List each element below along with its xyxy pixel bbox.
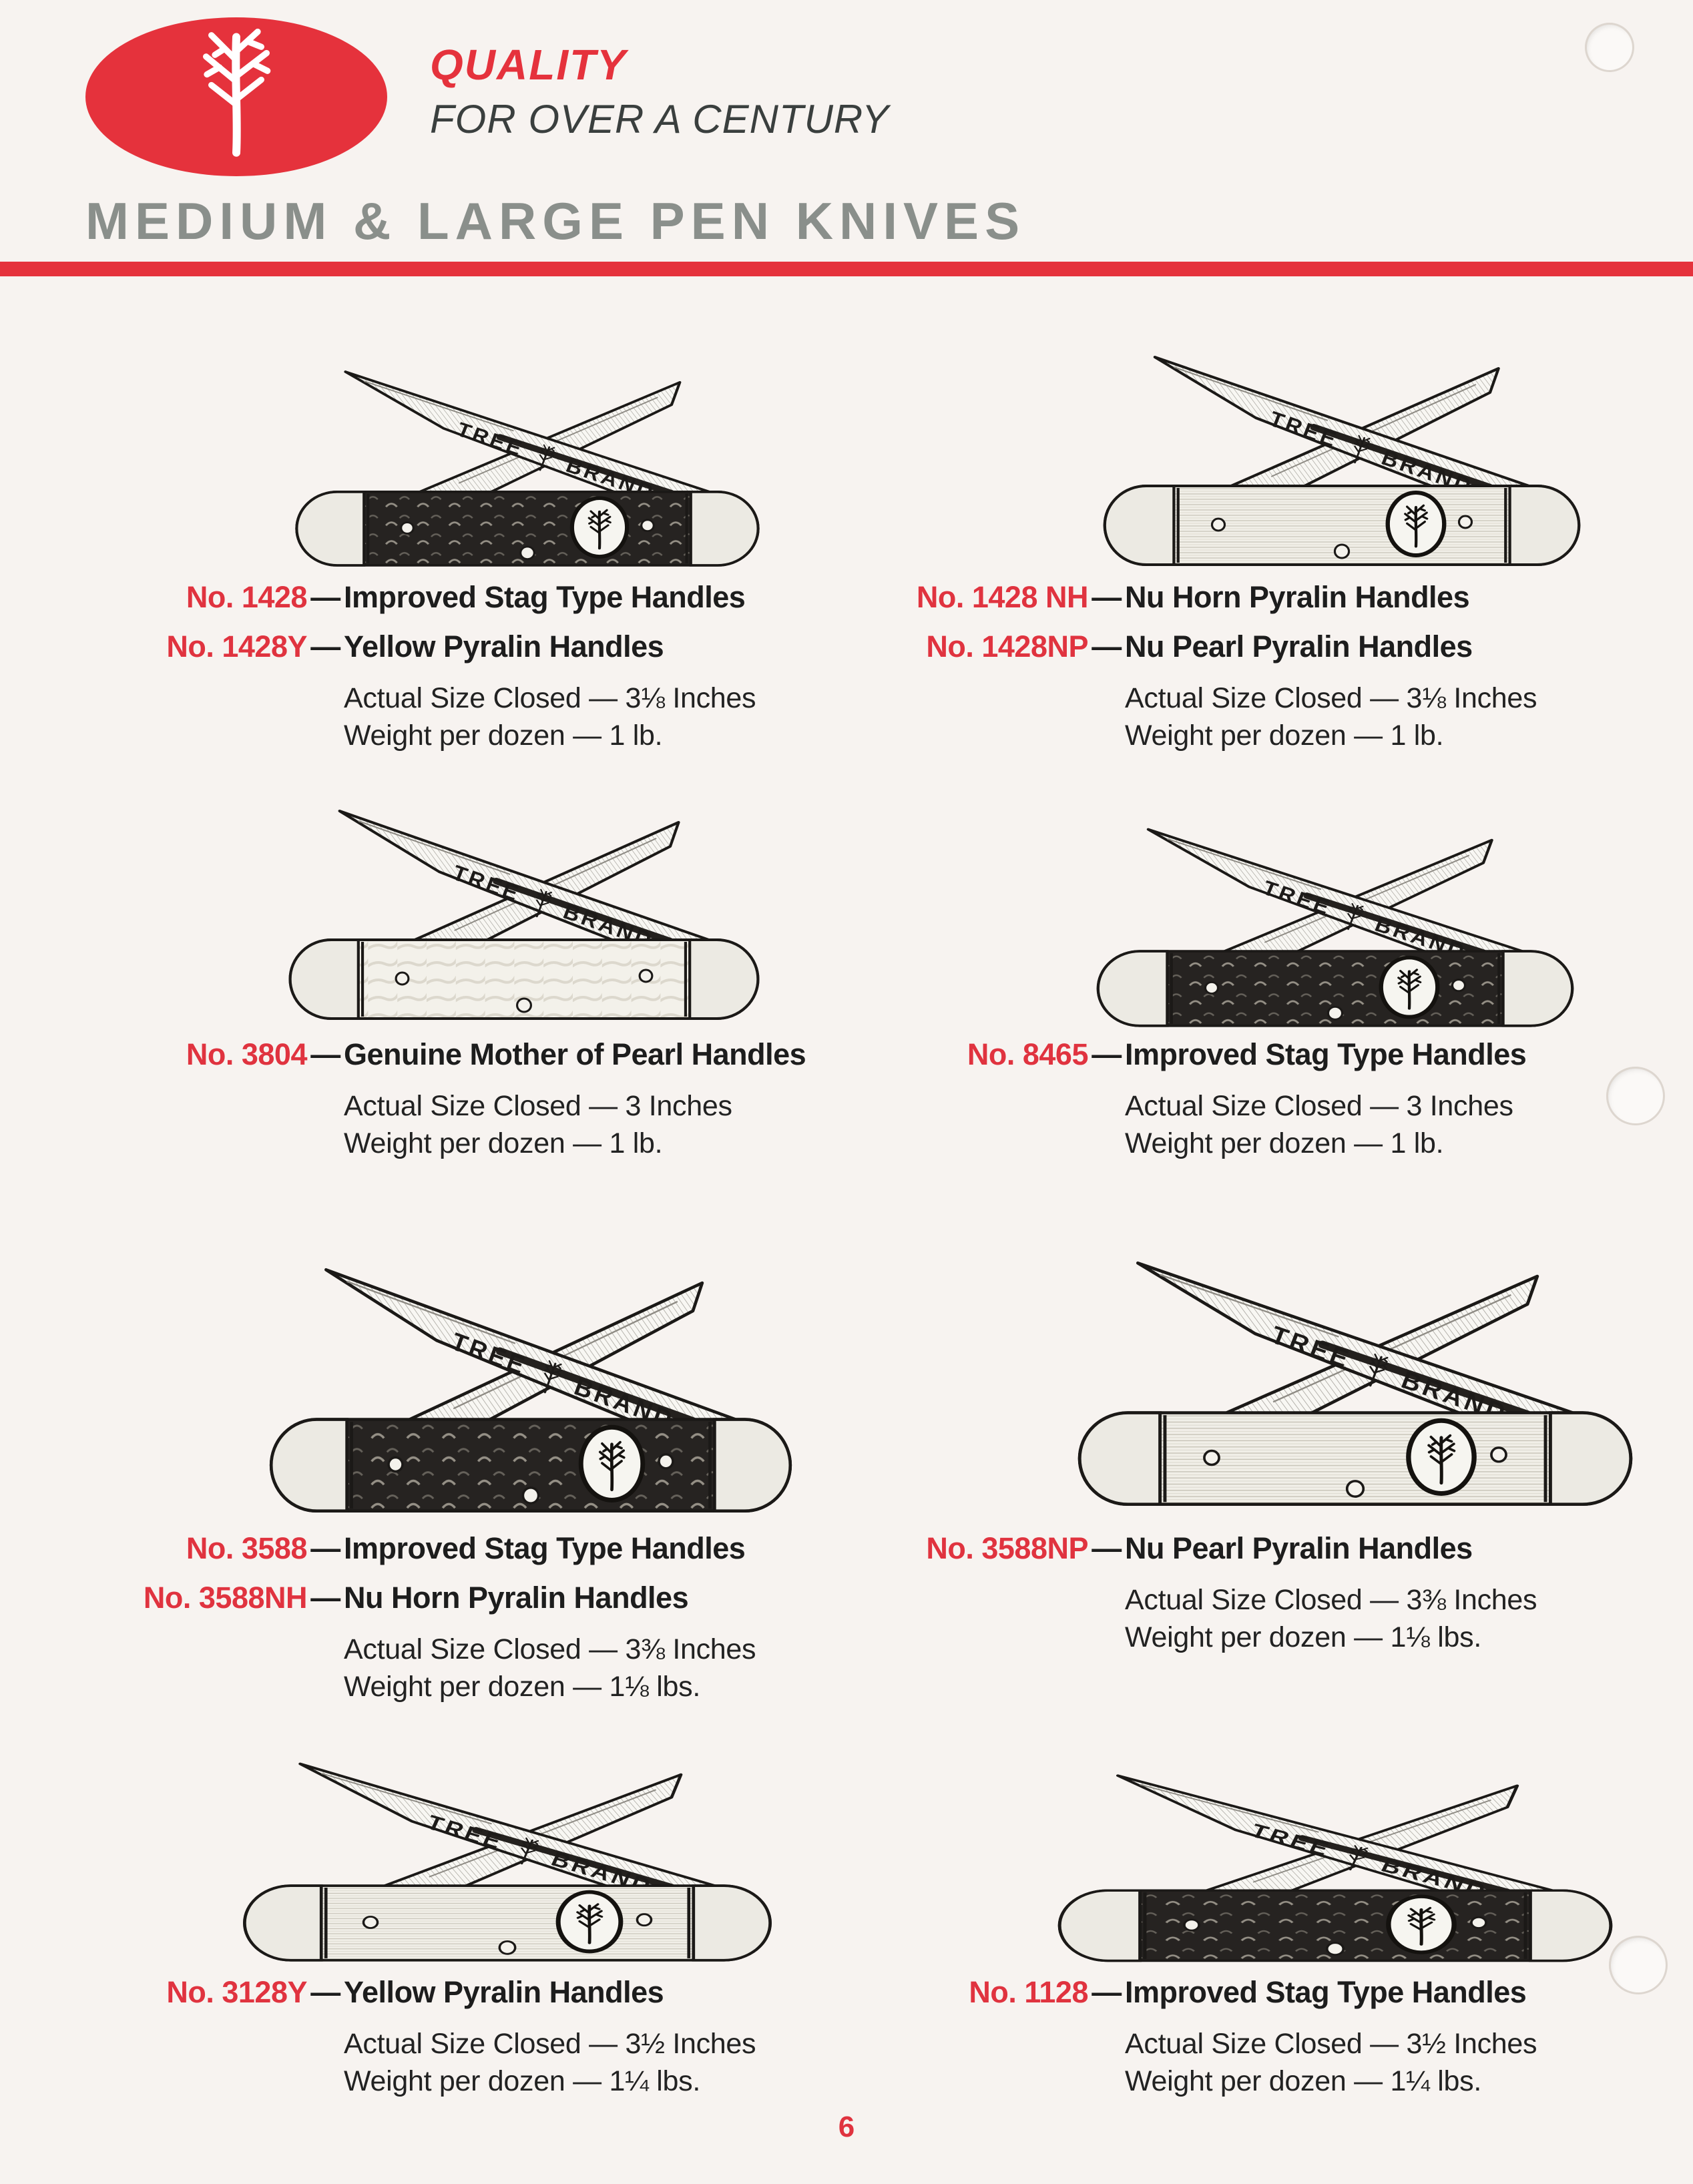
product-name: Improved Stag Type Handles: [1125, 1975, 1527, 2009]
product-name: Nu Pearl Pyralin Handles: [1125, 1531, 1473, 1565]
product-name: Nu Horn Pyralin Handles: [344, 1581, 689, 1615]
tagline-century: FOR OVER A CENTURY: [430, 97, 890, 142]
product-number: No. 1428: [186, 580, 307, 614]
dash: —: [1092, 1037, 1122, 1071]
dash: —: [1092, 580, 1122, 614]
product-variant-line: [100, 1976, 848, 2009]
knife-illustration: [1068, 1228, 1642, 1515]
product-number: No. 3588NP: [926, 1531, 1088, 1565]
product-name: Genuine Mother of Pearl Handles: [344, 1037, 806, 1071]
punch-hole: [1609, 1936, 1668, 1994]
product-number: No. 1428NP: [926, 629, 1088, 663]
dash: —: [310, 1531, 340, 1565]
size-line: Actual Size Closed — 3½ Inches: [1125, 2028, 1537, 2060]
product-name: Yellow Pyralin Handles: [344, 1975, 664, 2009]
product-number: No. 8465: [967, 1037, 1088, 1071]
product-variant-line: [908, 1532, 1656, 1565]
knife-illustration: [287, 344, 768, 574]
product-variant-line: [908, 630, 1656, 663]
dash: —: [1092, 629, 1122, 663]
product-number: No. 3128Y: [166, 1975, 307, 2009]
product-variant-line: [100, 1038, 848, 1071]
product-card: [908, 1976, 1656, 2100]
product-name: Improved Stag Type Handles: [344, 580, 746, 614]
product-number: No. 1428Y: [166, 629, 307, 663]
knife-illustration: [1095, 327, 1589, 574]
page-title: MEDIUM & LARGE PEN KNIVES: [85, 192, 1026, 250]
size-line: Actual Size Closed — 3⅜ Inches: [1125, 1584, 1537, 1616]
knife-illustration: [1048, 1749, 1622, 1969]
product-details: [1125, 1087, 1656, 1162]
dash: —: [1092, 1531, 1122, 1565]
product-number: No. 3804: [186, 1037, 307, 1071]
product-card: [100, 1038, 848, 1162]
size-line: Actual Size Closed — 3⅛ Inches: [1125, 682, 1537, 714]
dash: —: [310, 1037, 340, 1071]
tree-icon: [85, 17, 387, 176]
product-name: Nu Pearl Pyralin Handles: [1125, 629, 1473, 663]
product-number: No. 1428 NH: [916, 580, 1088, 614]
product-card: [100, 1532, 848, 1705]
knife-illustration: [1088, 801, 1582, 1035]
product-name: Improved Stag Type Handles: [1125, 1037, 1527, 1071]
product-variant-line: [908, 581, 1656, 614]
product-card: [100, 1976, 848, 2100]
product-variant-line: [908, 1976, 1656, 2009]
product-number: No. 3588: [186, 1531, 307, 1565]
page-number: 6: [838, 2111, 855, 2143]
product-name: Nu Horn Pyralin Handles: [1125, 580, 1470, 614]
product-details: [1125, 679, 1656, 754]
dash: —: [310, 1581, 340, 1615]
dash: —: [1092, 1975, 1122, 2009]
tagline-quality: QUALITY: [430, 41, 627, 89]
knife-illustration: [260, 1235, 801, 1522]
product-card: [908, 581, 1656, 754]
size-line: Actual Size Closed — 3½ Inches: [344, 2028, 756, 2060]
product-name: Improved Stag Type Handles: [344, 1531, 746, 1565]
product-variant-line: [100, 630, 848, 663]
weight-line: Weight per dozen — 1⅛ lbs.: [344, 1671, 700, 1703]
product-number: No. 1128: [969, 1975, 1088, 2009]
product-details: [1125, 2025, 1656, 2100]
product-details: [344, 1631, 848, 1705]
weight-line: Weight per dozen — 1¼ lbs.: [344, 2065, 700, 2097]
punch-hole: [1585, 23, 1634, 72]
product-details: [344, 679, 848, 754]
weight-line: Weight per dozen — 1¼ lbs.: [1125, 2065, 1481, 2097]
tree-brand-logo: [85, 17, 387, 176]
size-line: Actual Size Closed — 3⅜ Inches: [344, 1633, 756, 1665]
product-card: [908, 1532, 1656, 1656]
product-variant-line: [100, 1581, 848, 1615]
product-variant-line: [908, 1038, 1656, 1071]
product-card: [908, 1038, 1656, 1162]
product-details: [344, 2025, 848, 2100]
size-line: Actual Size Closed — 3 Inches: [344, 1090, 732, 1122]
product-variant-line: [100, 581, 848, 614]
weight-line: Weight per dozen — 1 lb.: [344, 720, 663, 752]
accent-bar: [0, 262, 1693, 276]
dash: —: [310, 629, 340, 663]
tagline: [430, 41, 889, 142]
knife-illustration: [234, 1735, 781, 1969]
product-details: [344, 1087, 848, 1162]
size-line: Actual Size Closed — 3⅛ Inches: [344, 682, 756, 714]
weight-line: Weight per dozen — 1 lb.: [344, 1127, 663, 1159]
punch-hole: [1606, 1067, 1665, 1125]
weight-line: Weight per dozen — 1 lb.: [1125, 720, 1444, 752]
weight-line: Weight per dozen — 1⅛ lbs.: [1125, 1621, 1481, 1653]
product-variant-line: [100, 1532, 848, 1565]
product-number: No. 3588NH: [143, 1581, 307, 1615]
product-name: Yellow Pyralin Handles: [344, 629, 664, 663]
product-details: [1125, 1581, 1656, 1656]
weight-line: Weight per dozen — 1 lb.: [1125, 1127, 1444, 1159]
knife-illustration: [280, 781, 768, 1028]
dash: —: [310, 580, 340, 614]
dash: —: [310, 1975, 340, 2009]
size-line: Actual Size Closed — 3 Inches: [1125, 1090, 1513, 1122]
product-card: [100, 581, 848, 754]
